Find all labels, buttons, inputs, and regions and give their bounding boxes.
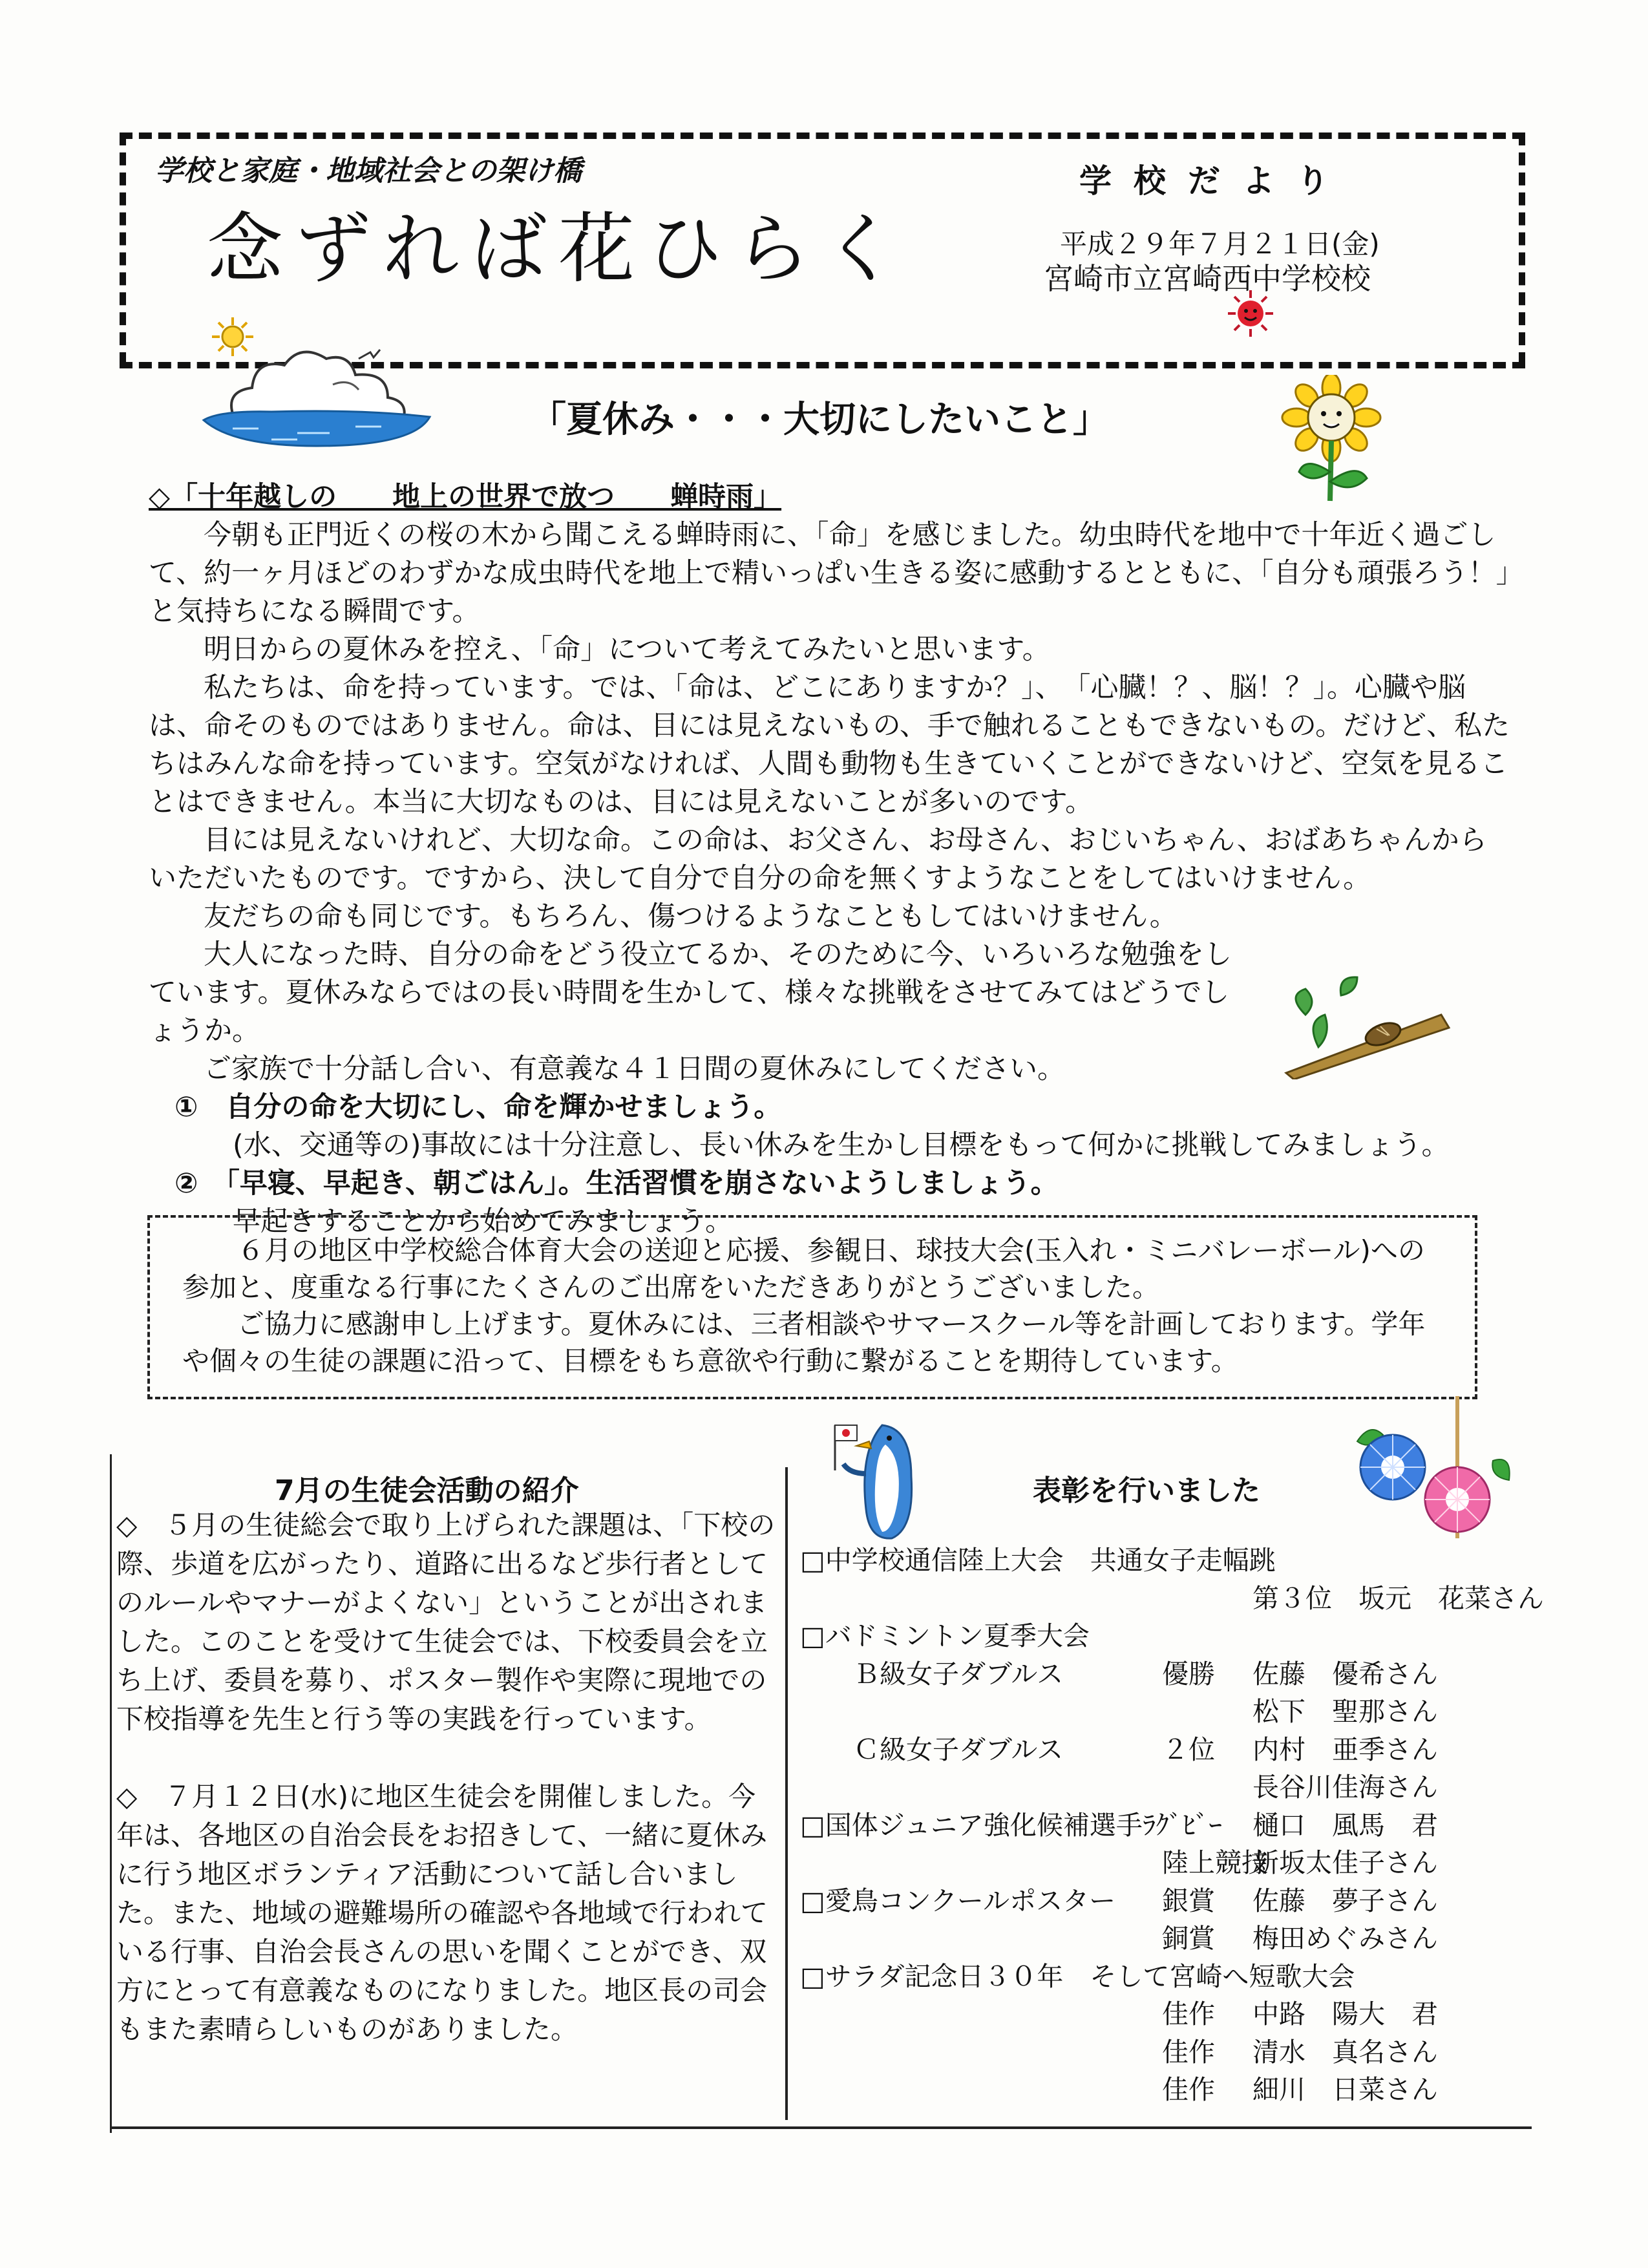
award-cell-b: ２位 [1162, 1733, 1215, 1765]
article-paragraph: 私たちは、命を持っています。では、「命は、どこにありますか？」、 「心臓！？、脳！？」。心臓や脳は、命そのものではありません。命は、目には見えないもの、手で触れることもできないもの。だけど、私たちはみんな命を持っています。空気がなければ、人間も動物も生きていくことができないけど、空気を見ることはできません。本当に大切なものは、目には見えないことが多いのです。 [149, 672, 1510, 818]
award-row [800, 1920, 1517, 1958]
morning-glory-illustration [1344, 1396, 1519, 1545]
student-council-item: ◇ ７月１２日(水)に地区生徒会を開催しました。今年は、各地区の自治会長をお招きして、一緒に夏休みに行う地区ボランティア活動について話し合いました。また、地域の避難場所の確認や各地域で行われている行事、自治会長さんの思いを聞くことができ、双方にとって有意義なものになりました。地区長の司会もまた素晴らしいものがありました。 [116, 1781, 768, 2045]
point-2: ② 「早寝、早起き、朝ごはん」。生活習慣を崩さないようしましょう。 [174, 1167, 1059, 1200]
award-cell-b: 優勝 [1162, 1658, 1215, 1690]
award-row [800, 1580, 1544, 1618]
award-cell-c: 内村 亜季さん [1252, 1733, 1438, 1765]
award-row [800, 1542, 1517, 1580]
main-article [149, 478, 1512, 1241]
award-cell-b: 佳作 [1162, 2074, 1215, 2105]
award-row [800, 1844, 1517, 1882]
point-2-detail: 早起きすることから始めてみましょう。 [233, 1205, 733, 1238]
student-council-item: ◇ ５月の生徒総会で取り上げられた課題は、「下校の際、歩道を広がったり、道路に出るなど歩行者としてのルールやマナーがよくない」ということが出されました。このことを受けて生徒会では、下校委員会を立ち上げ、委員を募り、ポスター製作や実際に現地での下校指導を先生と行う等の実践を行っています。 [116, 1509, 776, 1735]
award-cell-a: □国体ジュニア強化候補選手ﾗｸﾞﾋﾞｰ [800, 1809, 1222, 1841]
point-1-detail: (水、交通等の)事故には十分注意し、長い休みを生かし目標をもって何かに挑戦してみましょう。 [233, 1129, 1450, 1161]
award-cell-b: 銅賞 [1162, 1923, 1215, 1954]
masthead-border-left [120, 132, 126, 365]
award-cell-c: 細川 日菜さん [1252, 2074, 1438, 2105]
article-paragraph: 明日からの夏休みを控え、「命」について考えてみたいと思います。 [204, 633, 1050, 666]
award-cell-c: 松下 聖那さん [1252, 1696, 1438, 1727]
award-row [800, 1958, 1517, 1996]
thanks-paragraph: ６月の地区中学校総合体育大会の送迎と応援、参観日、球技大会(玉入れ・ミニバレーボール)への参加と、度重なる行事にたくさんのご出席をいただきありがとうございました。 [182, 1235, 1425, 1303]
award-cell-b: 銀賞 [1162, 1885, 1215, 1916]
award-row [800, 2071, 1517, 2109]
article-paragraph: ご家族で十分話し合い、有意義な４１日間の夏休みにしてください。 [204, 1053, 1065, 1085]
point-1: ① 自分の命を大切にし、命を輝かせましょう。 [174, 1091, 782, 1123]
award-cell-c: 第３位 坂元 花菜さん [1252, 1582, 1544, 1614]
award-cell-a: □サラダ記念日３０年 そして宮崎へ短歌大会 [800, 1960, 1355, 1992]
award-cell-a: Ｃ級女子ダブルス [800, 1733, 1064, 1765]
award-cell-c: 長谷川佳海さん [1252, 1772, 1438, 1803]
thanks-notice-box [147, 1215, 1477, 1399]
award-row [800, 2033, 1517, 2072]
student-council-column [116, 1506, 776, 2088]
award-row [800, 1807, 1517, 1845]
column-border-bottom [110, 2126, 1532, 2129]
award-row [800, 1693, 1517, 1731]
award-cell-b: 佳作 [1162, 2036, 1215, 2068]
student-council-title: 7月の生徒会活動の紹介 [275, 1474, 579, 1507]
award-cell-b: 佳作 [1162, 1998, 1215, 2030]
award-row [800, 1731, 1517, 1769]
cloud-sea-illustration [194, 313, 439, 452]
award-cell-c: 佐藤 優希さん [1252, 1658, 1438, 1690]
award-row [800, 1655, 1517, 1693]
masthead-border-top [120, 132, 1525, 139]
flag-label: 日 [843, 1445, 849, 1452]
award-cell-a: Ｂ級女子ダブルス [800, 1658, 1064, 1690]
award-row [800, 1995, 1517, 2033]
article-paragraph: 今朝も正門近くの桜の木から聞こえる蝉時雨に、「命」を感じました。幼虫時代を地中で十年近く過ごして、約一ヶ月ほどのわずかな成虫時代を地上で精いっぱい生きる姿に感動するとともに、「自分も頑張ろう！」と気持ちになる瞬間です。 [149, 519, 1510, 628]
award-cell-b: 陸上競技 [1162, 1847, 1268, 1878]
award-row [800, 1882, 1517, 1920]
thanks-paragraph: ご協力に感謝申し上げます。夏休みには、三者相談やサマースクール等を計画しております。学年や個々の生徒の課題に沿って、目標をもち意欲や行動に繋がることを期待しています。 [182, 1308, 1426, 1377]
masthead-subtitle: 学校と家庭・地域社会との架け橋 [155, 154, 582, 187]
issue-date: 平成２９年７月２１日(金) [1060, 228, 1380, 260]
cicada-branch-illustration [1280, 970, 1454, 1079]
award-cell-c: 佐藤 夢子さん [1252, 1885, 1438, 1916]
award-row [800, 1617, 1517, 1655]
main-section-title: 「夏休み・・・大切にしたいこと」 [530, 399, 1109, 441]
awards-list [800, 1542, 1544, 2109]
article-heading: ◇「十年越しの 地上の世界で放つ 蝉時雨」 [149, 481, 782, 513]
masthead-title: 念ずれば花ひらく [207, 204, 911, 293]
award-cell-a: □中学校通信陸上大会 共通女子走幅跳 [800, 1545, 1276, 1576]
award-cell-c: 樋口 風馬 君 [1252, 1809, 1438, 1841]
award-cell-a: □バドミントン夏季大会 [800, 1620, 1090, 1651]
awards-title: 表彰を行いました [1033, 1474, 1260, 1507]
award-row [800, 1768, 1517, 1807]
sun-mascot-icon [1221, 288, 1280, 339]
award-cell-c: 新坂太佳子さん [1252, 1847, 1438, 1878]
penguin-flag-illustration [821, 1412, 934, 1545]
article-paragraph: 目には見えないけれど、大切な命。この命は、お父さん、お母さん、おじいちゃん、おばあちゃんからいただいたものです。ですから、決して自分で自分の命を無くすようなことをしてはいけません。 [149, 824, 1487, 895]
column-border-left [110, 1454, 112, 2133]
column-divider [785, 1467, 788, 2120]
school-name: 宮崎市立宮崎西中学校校 [1044, 261, 1371, 296]
award-cell-c: 清水 真名さん [1252, 2036, 1438, 2068]
award-cell-c: 中路 陽大 君 [1252, 1998, 1438, 2030]
award-cell-c: 梅田めぐみさん [1252, 1923, 1438, 1954]
article-paragraph: 大人になった時、自分の命をどう役立てるか、そのために今、いろいろな勉強をしています。夏休みならではの長い時間を生かして、様々な挑戦をさせてみてはどうでしょうか。 [149, 938, 1232, 1047]
award-cell-a: □愛鳥コンクールポスター [800, 1885, 1116, 1916]
masthead-border-right [1519, 132, 1525, 365]
article-paragraph: 友だちの命も同じです。もちろん、傷つけるようなこともしてはいけません。 [204, 900, 1178, 933]
newsletter-label: 学校だより [1079, 162, 1351, 200]
